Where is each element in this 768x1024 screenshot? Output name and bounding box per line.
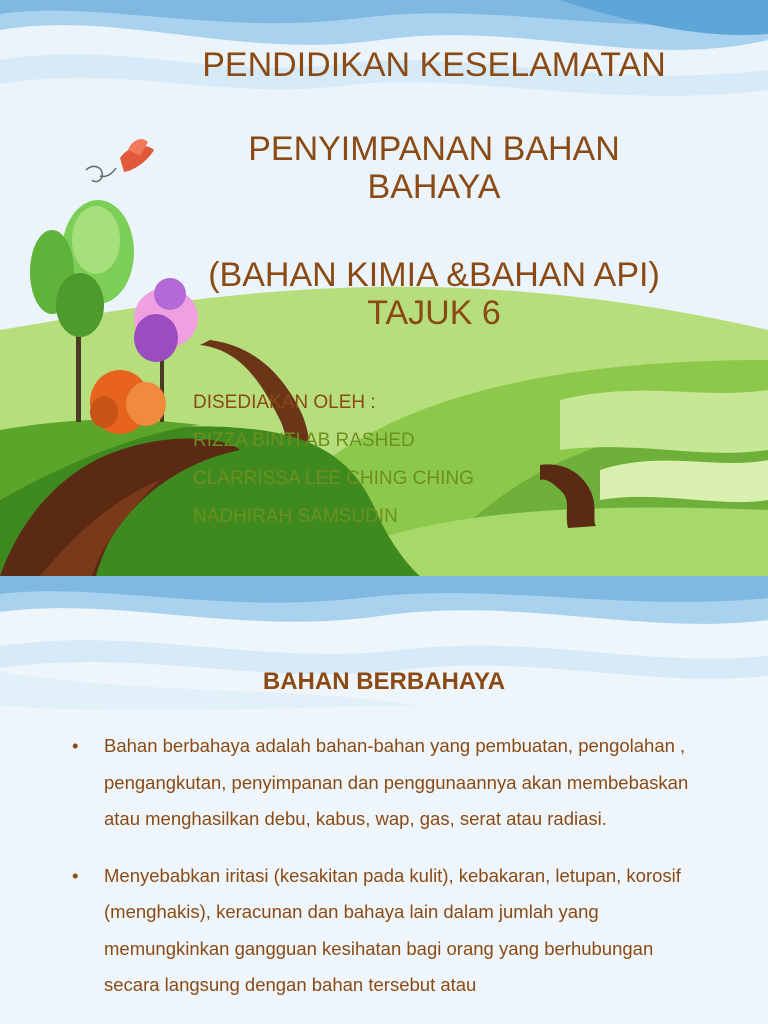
title-line: PENYIMPANAN BAHAN bbox=[248, 130, 620, 168]
slide-subtitle bbox=[150, 256, 718, 332]
author-name: CLARRISSA LEE CHING CHING bbox=[193, 468, 474, 489]
bullet-icon: • bbox=[72, 864, 79, 886]
title-line: BAHAYA bbox=[367, 168, 501, 206]
title-line: TAJUK 6 bbox=[367, 294, 501, 332]
bullet-icon: • bbox=[72, 735, 79, 756]
title-line: PENDIDIKAN KESELAMATAN bbox=[202, 46, 666, 84]
slide-heading: BAHAN BERBAHAYA bbox=[262, 668, 506, 695]
list-item-text: Menyebabkan iritasi (kesakitan pada kulit), kebakaran, letupan, korosif (menghakis), keracunan dan bahaya lain dalam jumlah yang memungkinkan gangguan kesihatan bagi orang yang berhubungan secara langsung dengan bahan tersebut atau bbox=[104, 864, 681, 995]
slide-title bbox=[150, 46, 718, 84]
list-item bbox=[72, 728, 692, 838]
content-slide bbox=[0, 576, 768, 1024]
author-name: RIZZA BINTI AB RASHED bbox=[193, 430, 415, 451]
credits-list bbox=[193, 390, 474, 542]
bullet-list bbox=[72, 728, 692, 1024]
list-item bbox=[72, 858, 692, 1004]
title-line: (BAHAN KIMIA &BAHAN API) bbox=[208, 256, 660, 294]
slide-title-2 bbox=[150, 130, 718, 206]
author-name: NADHIRAH SAMSUDIN bbox=[193, 506, 398, 527]
list-item-text: Bahan berbahaya adalah bahan-bahan yang pembuatan, pengolahan , pengangkutan, penyimpanan dan penggunaannya akan membebaskan atau menghasilkan debu, kabus, wap, gas, serat atau radiasi. bbox=[104, 735, 689, 829]
prepared-by-label: DISEDIAKAN OLEH : bbox=[193, 392, 376, 413]
